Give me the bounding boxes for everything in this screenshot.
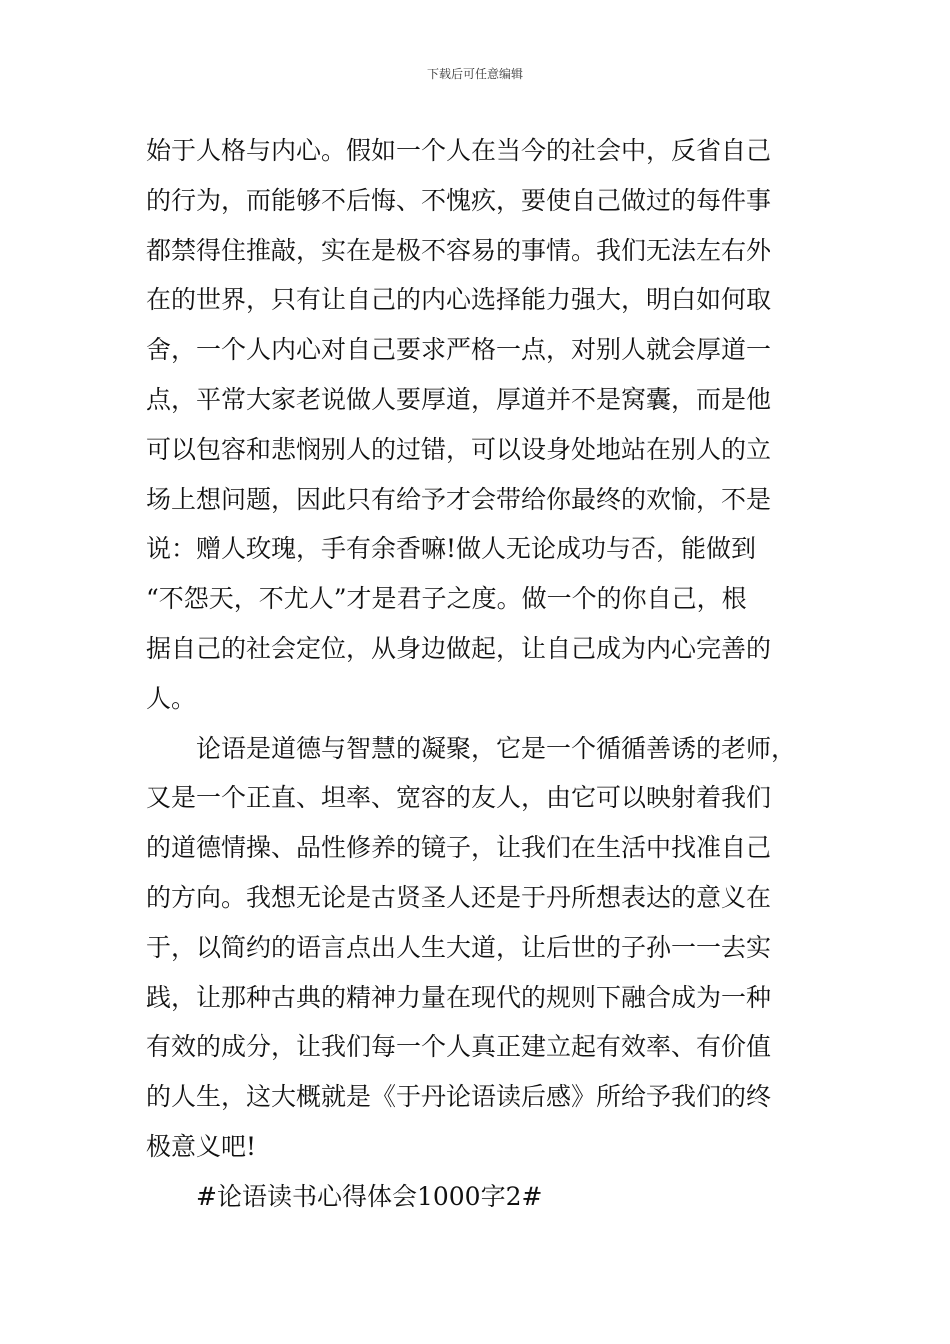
page-header: 下载后可任意编辑 <box>426 67 523 81</box>
text-line: 的行为，而能够不后悔、不愧疚，要使自己做过的每件事 <box>146 185 772 215</box>
text-line: 人。 <box>146 683 197 713</box>
text-line: 极意义吧! <box>146 1131 257 1161</box>
text-line: 论语是道德与智慧的凝聚，它是一个循循善诱的老师， <box>146 733 797 763</box>
text-line: 点，平常大家老说做人要厚道，厚道并不是窝囊，而是他 <box>146 384 772 414</box>
text-line: 又是一个正直、坦率、宽容的友人，由它可以映射着我们 <box>146 783 772 813</box>
text-line: 的方向。我想无论是古贤圣人还是于丹所想表达的意义在 <box>146 882 772 912</box>
text-line: 在的世界，只有让自己的内心选择能力强大，明白如何取 <box>146 285 772 315</box>
text-line: 可以包容和悲悯别人的过错，可以设身处地站在别人的立 <box>146 434 772 464</box>
text-line: 的道德情操、品性修养的镜子，让我们在生活中找准自己 <box>146 833 772 863</box>
text-line: 舍，一个人内心对自己要求严格一点，对别人就会厚道一 <box>146 335 772 365</box>
text-line: 据自己的社会定位，从身边做起，让自己成为内心完善的 <box>146 633 772 663</box>
section-heading: #论语读书心得体会1000字2# <box>196 1181 543 1211</box>
text-line: 都禁得住推敲，实在是极不容易的事情。我们无法左右外 <box>146 235 772 265</box>
text-line: 说：赠人玫瑰，手有余香嘛!做人无论成功与否，能做到 <box>146 534 757 564</box>
text-line: “不怨天，不尤人”才是君子之度。做一个的你自己，根 <box>146 584 747 614</box>
text-line: 于，以简约的语言点出人生大道，让后世的子孙一一去实 <box>146 932 772 962</box>
text-line: 的人生，这大概就是《于丹论语读后感》所给予我们的终 <box>146 1082 772 1112</box>
text-line: 践，让那种古典的精神力量在现代的规则下融合成为一种 <box>146 982 772 1012</box>
document-body <box>146 126 836 1222</box>
text-line: 有效的成分，让我们每一个人真正建立起有效率、有价值 <box>146 1032 772 1062</box>
text-line: 场上想问题，因此只有给予才会带给你最终的欢愉，不是 <box>146 484 772 514</box>
text-line: 始于人格与内心。假如一个人在当今的社会中，反省自己 <box>146 136 772 165</box>
